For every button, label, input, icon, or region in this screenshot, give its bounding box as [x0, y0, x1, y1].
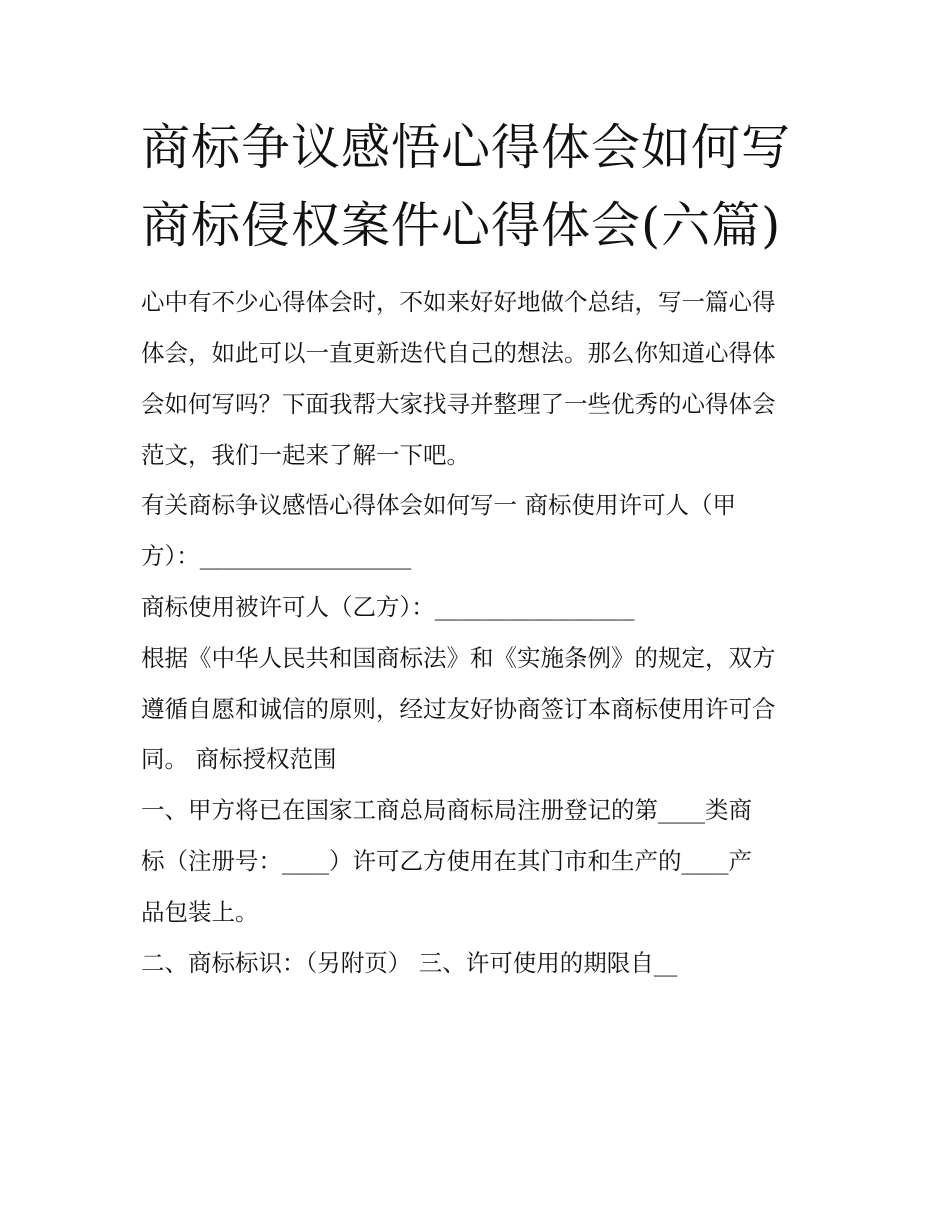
- body-line-7: 商标使用被许可人（乙方）：_________________: [141, 593, 635, 621]
- body-line-3: 会如何写吗？下面我帮大家找寻并整理了一些优秀的心得体会: [141, 390, 776, 418]
- body-line-4: 范文，我们一起来了解一下吧。: [141, 441, 470, 469]
- body-line-12: 标（注册号：____）许可乙方使用在其门市和生产的____产: [141, 847, 752, 875]
- body-line-5: 有关商标争议感悟心得体会如何写一 商标使用许可人（甲: [141, 491, 736, 519]
- body-line-1: 心中有不少心得体会时，不如来好好地做个总结，写一篇心得: [141, 288, 776, 316]
- body-line-2: 体会，如此可以一直更新迭代自己的想法。那么你知道心得体: [141, 339, 776, 367]
- body-line-8: 根据《中华人民共和国商标法》和《实施条例》的规定，双方: [141, 644, 776, 672]
- body-line-13: 品包装上。: [141, 898, 259, 926]
- document-title-line-2: 商标侵权案件心得体会(六篇): [141, 197, 782, 254]
- body-line-9: 遵循自愿和诚信的原则，经过友好协商签订本商标使用许可合: [141, 695, 776, 723]
- document-title-line-1: 商标争议感悟心得体会如何写: [141, 119, 792, 176]
- body-line-10: 同。 商标授权范围: [141, 745, 337, 773]
- body-line-11: 一、甲方将已在国家工商总局商标局注册登记的第____类商: [141, 796, 752, 824]
- body-line-6: 方）：__________________: [141, 542, 412, 570]
- body-line-14: 二、商标标识：（另附页） 三、许可使用的期限自__: [141, 949, 678, 977]
